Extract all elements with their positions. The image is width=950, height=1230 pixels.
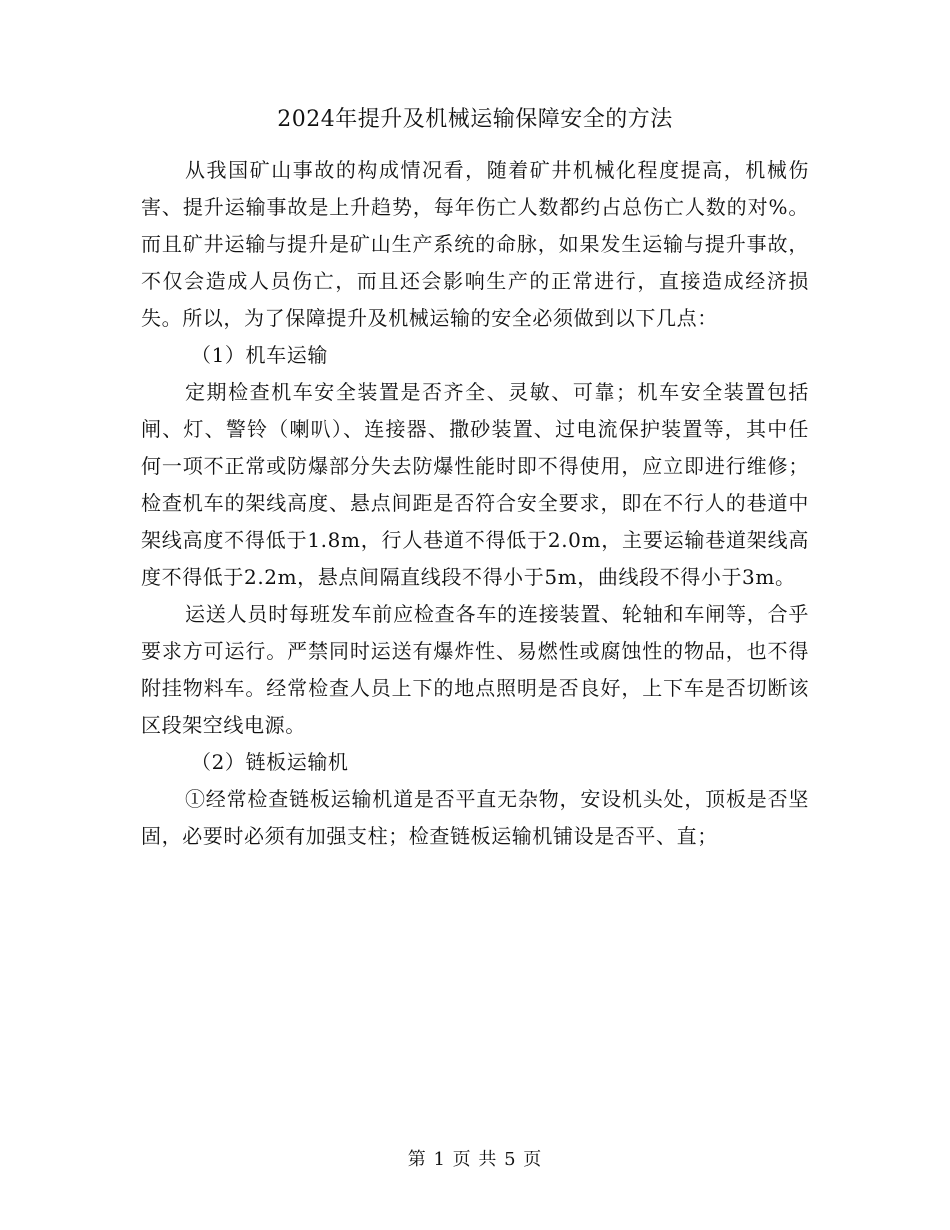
document-title: 2024年提升及机械运输保障安全的方法 bbox=[277, 107, 673, 132]
paragraph-personnel-transport: 运送人员时每班发车前应检查各车的连接装置、轮轴和车闸等，合乎要求方可运行。严禁同时运送有爆炸性、易燃性或腐蚀性的物品，也不得附挂物料车。经常检查人员上下的地点照明是否良好，上下车是否切断该区段架空线电源。 bbox=[141, 602, 809, 737]
paragraph-chain-conveyor: ①经常检查链板运输机道是否平直无杂物，安设机头处，顶板是否坚固，必要时必须有加强支柱；检查链板运输机铺设是否平、直； bbox=[141, 787, 809, 848]
paragraph-intro: 从我国矿山事故的构成情况看，随着矿井机械化程度提高，机械伤害、提升运输事故是上升趋势，每年伤亡人数都约占总伤亡人数的对%。而且矿井运输与提升是矿山生产系统的命脉，如果发生运输与提升事故，不仅会造成人员伤亡，而且还会影响生产的正常进行，直接造成经济损失。所以，为了保障提升及机械运输的安全必须做到以下几点： bbox=[141, 158, 809, 330]
section-heading-chain-conveyor: （2）链板运输机 bbox=[191, 750, 349, 774]
page-footer: 第 1 页 共 5 页 bbox=[407, 1149, 543, 1170]
document-body bbox=[141, 152, 809, 855]
paragraph-locomotive-inspection: 定期检查机车安全装置是否齐全、灵敏、可靠；机车安全装置包括闸、灯、警铃（喇叭）、连接器、撒砂装置、过电流保护装置等，其中任何一项不正常或防爆部分失去防爆性能时即不得使用，应立即进行维修；检查机车的架线高度、悬点间距是否符合安全要求，即在不行人的巷道中架线高度不得低于1.8m，行人巷道不得低于2.0m，主要运输巷道架线高度不得低于2.2m，悬点间隔直线段不得小于5m，曲线段不得小于3m。 bbox=[141, 380, 809, 589]
section-heading-locomotive: （1）机车运输 bbox=[191, 343, 328, 367]
